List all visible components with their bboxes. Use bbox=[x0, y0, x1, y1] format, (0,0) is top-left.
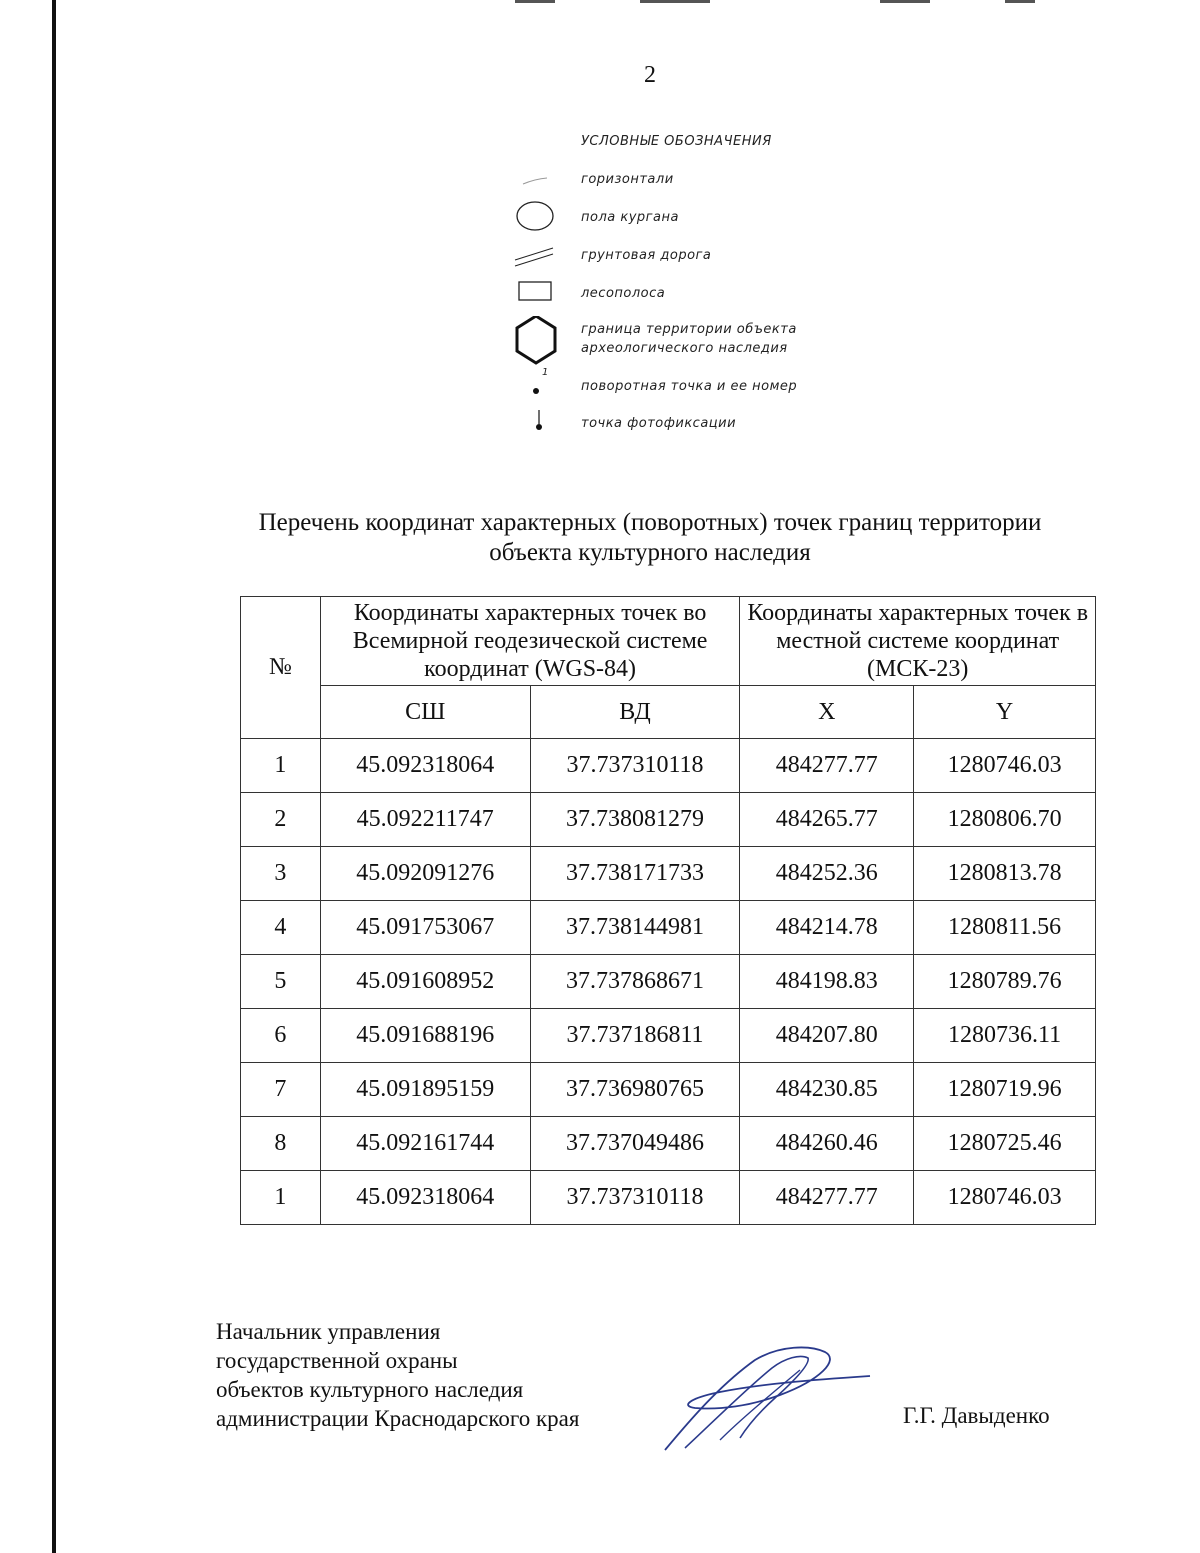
cell-longitude: 37.737868671 bbox=[530, 955, 740, 1009]
header-latitude: СШ bbox=[320, 686, 530, 739]
table-row bbox=[241, 901, 1096, 955]
hexagon-icon bbox=[505, 316, 565, 366]
cell-y: 1280746.03 bbox=[914, 739, 1096, 793]
cell-x: 484277.77 bbox=[740, 1171, 914, 1225]
legend-label-contours: горизонтали bbox=[581, 172, 674, 187]
table-row bbox=[241, 1063, 1096, 1117]
handwritten-signature bbox=[660, 1340, 880, 1460]
signatory-position: Начальник управления государственной охраны объектов культурного наследия администрации Краснодарского края bbox=[216, 1319, 580, 1431]
cell-y: 1280746.03 bbox=[914, 1171, 1096, 1225]
cell-longitude: 37.738171733 bbox=[530, 847, 740, 901]
legend-label-territory-boundary: граница территории объекта археологического наследия bbox=[581, 322, 797, 356]
cell-number: 5 bbox=[241, 955, 321, 1009]
cell-latitude: 45.091753067 bbox=[320, 901, 530, 955]
cell-x: 484252.36 bbox=[740, 847, 914, 901]
legend-label-photo-point: точка фотофиксации bbox=[581, 416, 737, 431]
legend-title: УСЛОВНЫЕ ОБОЗНАЧЕНИЯ bbox=[581, 134, 772, 149]
cell-longitude: 37.736980765 bbox=[530, 1063, 740, 1117]
cell-x: 484260.46 bbox=[740, 1117, 914, 1171]
cell-number: 2 bbox=[241, 793, 321, 847]
cell-longitude: 37.737310118 bbox=[530, 1171, 740, 1225]
legend-label-mound-floor: пола кургана bbox=[581, 210, 679, 225]
cell-x: 484214.78 bbox=[740, 901, 914, 955]
cell-x: 484230.85 bbox=[740, 1063, 914, 1117]
header-number: № bbox=[241, 597, 321, 739]
legend-label-dirt-road: грунтовая дорога bbox=[581, 248, 712, 263]
rectangle-icon bbox=[505, 272, 565, 322]
cell-y: 1280725.46 bbox=[914, 1117, 1096, 1171]
table-row bbox=[241, 955, 1096, 1009]
cell-number: 8 bbox=[241, 1117, 321, 1171]
cell-latitude: 45.092091276 bbox=[320, 847, 530, 901]
legend-label-forest-belt: лесополоса bbox=[581, 286, 666, 301]
header-msk23: Координаты характерных точек в местной системе координат (МСК-23) bbox=[740, 597, 1096, 686]
table-row bbox=[241, 847, 1096, 901]
cell-y: 1280811.56 bbox=[914, 901, 1096, 955]
cell-longitude: 37.738081279 bbox=[530, 793, 740, 847]
cell-number: 4 bbox=[241, 901, 321, 955]
cell-x: 484198.83 bbox=[740, 955, 914, 1009]
header-longitude: ВД bbox=[530, 686, 740, 739]
cell-longitude: 37.738144981 bbox=[530, 901, 740, 955]
cell-number: 3 bbox=[241, 847, 321, 901]
cell-latitude: 45.091688196 bbox=[320, 1009, 530, 1063]
cell-x: 484265.77 bbox=[740, 793, 914, 847]
cell-latitude: 45.092318064 bbox=[320, 1171, 530, 1225]
legend-label-turning-point: поворотная точка и ее номер bbox=[581, 379, 798, 394]
cell-latitude: 45.091608952 bbox=[320, 955, 530, 1009]
cell-y: 1280719.96 bbox=[914, 1063, 1096, 1117]
cell-number: 6 bbox=[241, 1009, 321, 1063]
cell-latitude: 45.091895159 bbox=[320, 1063, 530, 1117]
cell-y: 1280736.11 bbox=[914, 1009, 1096, 1063]
cell-latitude: 45.092211747 bbox=[320, 793, 530, 847]
table-row bbox=[241, 739, 1096, 793]
table-row bbox=[241, 1117, 1096, 1171]
coordinates-list-title: Перечень координат характерных (поворотных) точек границ территории объекта культурного наследия bbox=[258, 509, 1042, 566]
cell-latitude: 45.092161744 bbox=[320, 1117, 530, 1171]
cell-longitude: 37.737049486 bbox=[530, 1117, 740, 1171]
cell-number: 1 bbox=[241, 1171, 321, 1225]
cell-longitude: 37.737310118 bbox=[530, 739, 740, 793]
page-number: 2 bbox=[644, 62, 656, 88]
coordinates-table bbox=[240, 596, 1096, 1225]
cell-number: 7 bbox=[241, 1063, 321, 1117]
cell-longitude: 37.737186811 bbox=[530, 1009, 740, 1063]
cell-x: 484207.80 bbox=[740, 1009, 914, 1063]
cell-y: 1280806.70 bbox=[914, 793, 1096, 847]
turning-point-number: 1 bbox=[542, 367, 549, 378]
table-row bbox=[241, 1171, 1096, 1225]
top-edge-marks bbox=[0, 0, 1200, 6]
cell-y: 1280789.76 bbox=[914, 955, 1096, 1009]
cell-y: 1280813.78 bbox=[914, 847, 1096, 901]
header-x: X bbox=[740, 686, 914, 739]
table-row bbox=[241, 1009, 1096, 1063]
cell-x: 484277.77 bbox=[740, 739, 914, 793]
cell-number: 1 bbox=[241, 739, 321, 793]
cell-latitude: 45.092318064 bbox=[320, 739, 530, 793]
table-row bbox=[241, 793, 1096, 847]
photo-point-icon bbox=[505, 406, 565, 456]
signer-name: Г.Г. Давыденко bbox=[903, 1403, 1050, 1428]
header-y: Y bbox=[914, 686, 1096, 739]
header-wgs84: Координаты характерных точек во Всемирной геодезической системе координат (WGS-84) bbox=[320, 597, 740, 686]
page-left-border bbox=[52, 0, 56, 1553]
